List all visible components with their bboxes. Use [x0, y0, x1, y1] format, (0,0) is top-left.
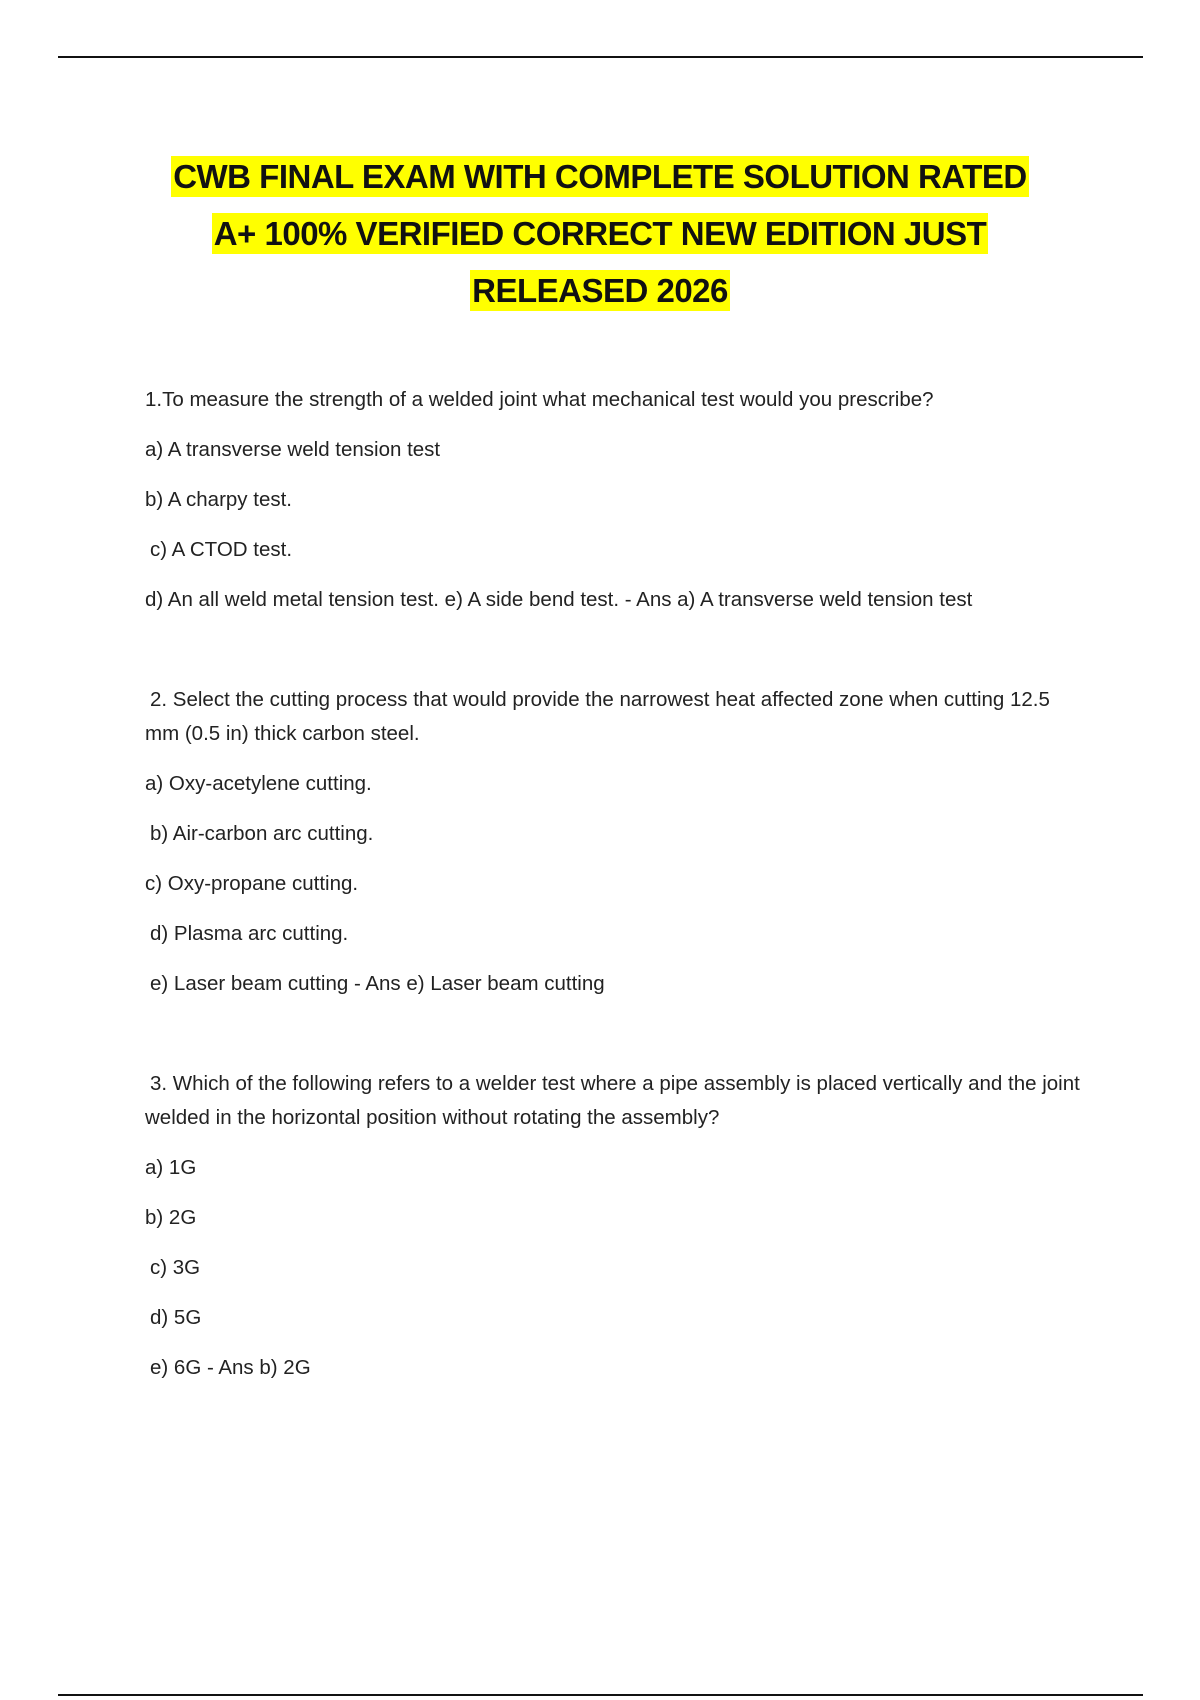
answer-option: b) 2G	[145, 1206, 197, 1229]
answer-option: c) A CTOD test.	[150, 538, 293, 561]
header-rule	[58, 56, 1143, 58]
answer-option: d) 5G	[150, 1306, 202, 1329]
answer-option: b) A charpy test.	[145, 488, 292, 511]
title-highlight: CWB FINAL EXAM WITH COMPLETE SOLUTION RATED	[173, 158, 1027, 195]
question-text: 3. Which of the following refers to a welder test where a pipe assembly is placed vertically and the joint welded in the horizontal position without rotating the assembly?	[145, 1072, 1080, 1129]
answer-option: c) Oxy-propane cutting.	[145, 872, 359, 895]
question-text: 1.To measure the strength of a welded joint what mechanical test would you prescribe?	[145, 388, 934, 411]
footer-rule	[58, 1694, 1143, 1696]
answer-option: b) Air-carbon arc cutting.	[150, 822, 374, 845]
title-highlight: A+ 100% VERIFIED CORRECT NEW EDITION JUST	[213, 215, 987, 252]
answer-option: a) Oxy-acetylene cutting.	[145, 772, 372, 795]
answer-option: d) An all weld metal tension test. e) A side bend test. - Ans a) A transverse weld tension test	[145, 588, 973, 611]
question-list	[145, 383, 1085, 1385]
title-line	[100, 148, 1100, 205]
answer-option: e) 6G - Ans b) 2G	[150, 1356, 311, 1379]
title-highlight: RELEASED 2026	[472, 272, 728, 309]
title-line	[100, 262, 1100, 319]
question-text: 2. Select the cutting process that would provide the narrowest heat affected zone when cutting 12.5 mm (0.5 in) thick carbon steel.	[145, 688, 1050, 745]
answer-option: d) Plasma arc cutting.	[150, 922, 349, 945]
document-title	[100, 148, 1100, 319]
answer-option: a) 1G	[145, 1156, 197, 1179]
question-block-1	[145, 383, 1085, 617]
title-line	[100, 205, 1100, 262]
answer-option: c) 3G	[150, 1256, 201, 1279]
question-block-2	[145, 683, 1085, 1001]
answer-option: e) Laser beam cutting - Ans e) Laser beam cutting	[150, 972, 605, 995]
question-block-3	[145, 1067, 1085, 1385]
answer-option: a) A transverse weld tension test	[145, 438, 441, 461]
